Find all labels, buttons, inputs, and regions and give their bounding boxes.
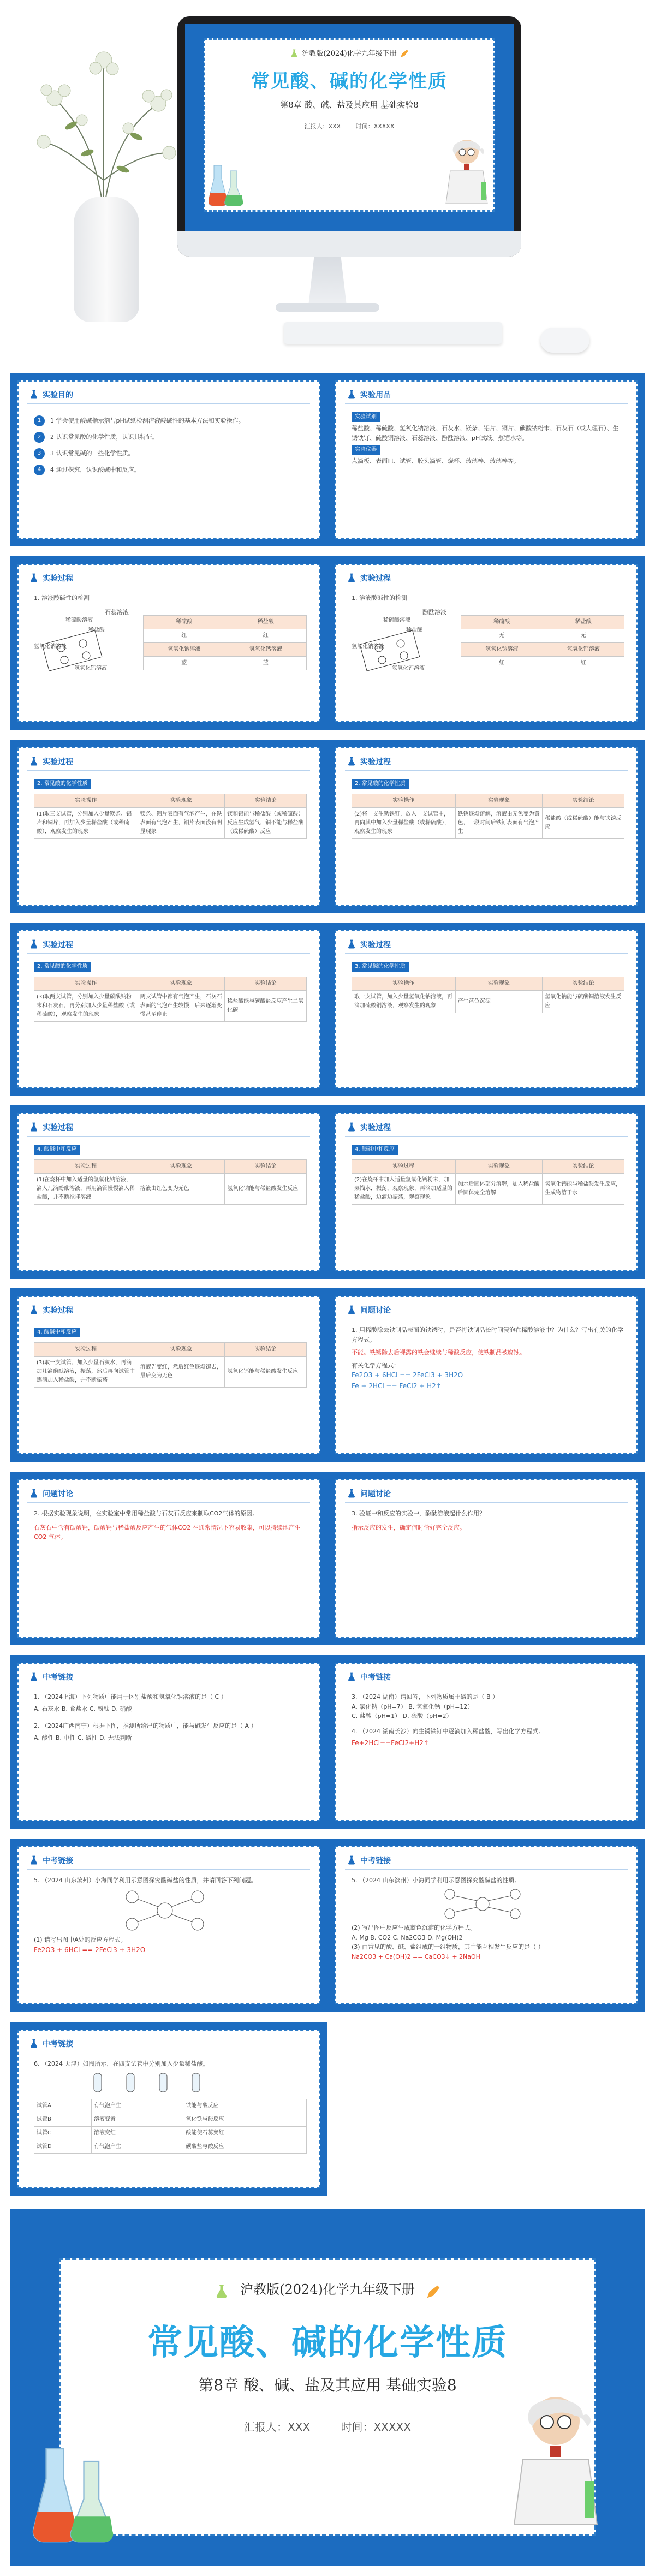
- cover-meta: 汇报人：XXX 时间：XXXXX: [304, 123, 395, 130]
- flask-icon: [28, 756, 39, 767]
- slide-experiment-3: [10, 923, 327, 1096]
- pencil-icon: [425, 2283, 442, 2300]
- flask-icon: [346, 1855, 357, 1866]
- flask-icon: [289, 49, 299, 58]
- step-tag: 4. 酸碱中和反应: [352, 1145, 398, 1155]
- flask-icon: [28, 939, 39, 950]
- scientist-illustration: [442, 133, 491, 209]
- indicator-name: 酚酞溶液: [422, 609, 446, 616]
- exam-line: 1. （2024上海）下列物质中能用于区别盐酸和氢氧化钠溶液的是（ C ）: [34, 1693, 227, 1700]
- scientist-illustration: [507, 2380, 605, 2538]
- slide-experiment-1: [10, 740, 327, 913]
- answer: 不能。铁锈除去后裸露的铁会继续与稀酸反应，使铁制品被腐蚀。: [352, 1349, 526, 1357]
- slide-heading: 中考链接: [43, 1857, 73, 1865]
- slide-heading: 实验过程: [43, 574, 73, 583]
- slide-exam-2: [327, 1655, 645, 1829]
- step-title: 1. 溶液酸碱性的检测: [352, 594, 407, 602]
- reaction-diagram: [433, 1888, 532, 1920]
- slide-heading: 实验过程: [43, 758, 73, 766]
- exam-answer: Na2CO3 + Ca(OH)2 == CaCO3↓ + 2NaOH: [352, 1953, 480, 1960]
- keyboard: [284, 322, 502, 344]
- slide-heading: 实验过程: [360, 758, 391, 766]
- sketch-label: 氢氧化钠溶液: [352, 644, 384, 650]
- cover-title: 常见酸、碱的化学性质: [251, 70, 448, 92]
- cover-chapter: 第8章 酸、碱、盐及其应用 基础实验8: [198, 2376, 457, 2394]
- col-header: 实验过程: [352, 1160, 456, 1174]
- sketch-label: 稀硫酸溶液: [66, 617, 93, 623]
- col-header: 实验现象: [138, 794, 225, 808]
- exam-line: (1) 请写出图中A处的反应方程式。: [34, 1936, 127, 1944]
- slide-cover-final: [10, 2209, 645, 2566]
- tag-reagents: 实验试剂: [352, 412, 380, 422]
- slide-heading: 实验过程: [43, 1306, 73, 1315]
- monitor-screen: [185, 24, 514, 231]
- experiment-table: [352, 794, 624, 839]
- experiment-table: [34, 977, 307, 1022]
- objective-4: 4 通过探究，认识酸碱中和反应。: [50, 466, 140, 474]
- slide-heading: 实验过程: [360, 1123, 391, 1132]
- beakers-icon: [209, 154, 247, 209]
- flask-icon: [28, 2038, 39, 2049]
- step-tag: 2. 常见酸的化学性质: [352, 779, 409, 789]
- cell-operation: (1)在烧杯中加入适量的氢氧化钠溶液，滴入几滴酚酞溶液，再用滴管慢慢滴入稀盐酸，并不断搅拌溶液: [34, 1174, 138, 1205]
- flask-icon: [28, 1855, 39, 1866]
- col-header: 实验结论: [225, 1160, 307, 1174]
- cover-card-small: [204, 38, 495, 212]
- slide-exam-1: [10, 1655, 327, 1829]
- flask-icon: [346, 1488, 357, 1499]
- col-header: 实验现象: [138, 977, 225, 991]
- cell-conclusion: 氢氧化钙能与稀盐酸发生反应，生成物溶于水: [543, 1174, 624, 1205]
- cell-operation: 取一支试管，加入少量氢氧化钠溶液，再滴加硫酸铜溶液，观察发生的现象: [352, 991, 456, 1013]
- test-tubes-diagram: [83, 2070, 225, 2095]
- answer: 石灰石中含有碳酸钙，碳酸钙与稀盐酸反应产生的气体CO2 在通常情况下容易收集，可以持续地产生CO2 气体。: [34, 1524, 301, 1541]
- monitor-chin: [177, 231, 521, 257]
- cover-publisher: 沪教版(2024)化学九年级下册: [240, 2282, 415, 2297]
- slide-heading: 实验目的: [43, 391, 73, 400]
- cover-chapter: 第8章 酸、碱、盐及其应用 基础实验8: [280, 100, 419, 110]
- step-tag: 4. 酸碱中和反应: [34, 1145, 80, 1155]
- experiment-table: [352, 1159, 624, 1205]
- cell-operation: (3)取两支试管，分别加入少量碳酸钠粉末和石灰石，再分别加入少量稀盐酸（或稀硫酸），观察发生的现象: [34, 991, 138, 1022]
- col-header: 实验现象: [455, 977, 543, 991]
- cover-meta: 汇报人：XXX 时间：XXXXX: [244, 2420, 411, 2434]
- slide-indicator-litmus: [10, 556, 327, 730]
- sketch-label: 稀盐酸: [88, 627, 105, 633]
- slide-heading: 实验过程: [43, 941, 73, 949]
- exam-line: 6. （2024 天津）如图所示，在四支试管中分别加入少量稀盐酸。: [34, 2060, 209, 2067]
- slide-discussion-2: [10, 1472, 327, 1645]
- slide-discussion-1: [327, 1288, 645, 1462]
- flask-icon: [346, 1671, 357, 1682]
- sketch-label: 氢氧化钙溶液: [392, 665, 425, 671]
- tag-instruments: 实验仪器: [352, 445, 380, 455]
- slide-experiment-4: [327, 923, 645, 1096]
- col-header: 实验过程: [34, 1343, 138, 1357]
- flask-icon: [28, 1122, 39, 1133]
- indicator-name: 石蕊溶液: [105, 609, 129, 616]
- cell-conclusion: 氢氧化钠能与硫酸铜溶液发生反应: [543, 991, 624, 1013]
- exam-line: 2. （2024广西南宁）根据下图，推测所给出的物质中，能与碱发生反应的是（ A ）: [34, 1722, 257, 1730]
- reagents-text: 稀盐酸、稀硫酸、氢氧化钠溶液、石灰水、镁条、铝片、铜片、碳酸钠粉末、石灰石（或大理石）、生锈铁钉、硫酸铜溶液、石蕊溶液、酚酞溶液、pH试纸、蒸馏水等。: [352, 425, 619, 442]
- exam-line: (2) 写出图中反应生成蓝色沉淀的化学方程式。: [352, 1924, 477, 1932]
- equation-label: 有关化学方程式：: [352, 1361, 400, 1369]
- step-tag: 2. 常见酸的化学性质: [34, 779, 91, 789]
- col-header: 实验过程: [34, 1160, 138, 1174]
- instruments-text: 点滴板、表面皿、试管、胶头滴管、烧杯、玻璃棒、玻璃棒等。: [352, 457, 520, 465]
- equation-2: Fe + 2HCl == FeCl2 + H2↑: [352, 1382, 442, 1390]
- indicator-table: 稀硫酸 稀盐酸 无 无 氢氧化钠溶液 氢氧化钙溶液 红 红: [461, 615, 624, 670]
- flask-icon: [346, 573, 357, 584]
- col-header: 实验现象: [138, 1343, 225, 1357]
- sketch-label: 氢氧化钙溶液: [74, 665, 107, 671]
- flask-icon: [28, 1671, 39, 1682]
- col-header: 实验操作: [34, 977, 138, 991]
- cell-operation: (2)在烧杯中加入适量氢氧化钙粉末，加蒸馏水，振荡，观察现象，再滴加适量的稀盐酸，边滴边振荡，观察现象: [352, 1174, 456, 1205]
- flask-icon: [346, 389, 357, 400]
- cell-conclusion: 镁和铝能与稀盐酸（或稀硫酸）反应生成氢气，铜不能与稀盐酸（或稀硫酸）反应: [225, 808, 307, 839]
- experiment-table: [34, 1342, 307, 1388]
- exam-answer: Fe+2HCl==FeCl2+H2↑: [352, 1739, 429, 1747]
- cover-card-large: [59, 2258, 596, 2536]
- question: 2. 根据实验现象说明，在实验室中常用稀盐酸与石灰石反应来制取CO2气体的原因。: [34, 1510, 259, 1517]
- cell-conclusion: 氢氧化钙能与稀盐酸发生反应: [225, 1357, 307, 1388]
- col-header: 实验操作: [34, 794, 138, 808]
- exam-options: A. 石灰水 B. 食盐水 C. 酚酞 D. 硝酸: [34, 1705, 132, 1712]
- cell-operation: (3)取一支试管，加入少量石灰水，再滴加几滴酚酞溶液，振荡，然后再向试管中逐滴加入稀盐酸，并不断振荡: [34, 1357, 138, 1388]
- indicator-table: 稀硫酸 稀盐酸 红 红 氢氧化钠溶液 氢氧化钙溶液 蓝 蓝: [143, 615, 307, 670]
- col-header: 实验现象: [455, 794, 543, 808]
- cell-observation: 加水后固体部分溶解，加入稀盐酸后固体完全溶解: [455, 1174, 543, 1205]
- question: 1. 用稀酸除去铁制品表面的铁锈时，是否将铁制品长时间浸泡在稀酸溶液中？为什么？写出有关的化学方程式。: [352, 1326, 623, 1343]
- question: 3. 验证中和反应的实验中，酚酞溶液起什么作用？: [352, 1510, 485, 1517]
- slide-heading: 实验过程: [43, 1123, 73, 1132]
- cell-observation: 溶液由红色变为无色: [138, 1174, 225, 1205]
- objective-2: 2 认识常见酸的化学性质，认识其特征。: [50, 433, 158, 441]
- cell-conclusion: 稀盐酸能与碳酸盐反应产生二氧化碳: [225, 991, 307, 1022]
- flask-icon: [346, 1122, 357, 1133]
- exam-line: 4. （2024 湖南长沙）向生锈铁钉中逐滴加入稀盐酸，写出化学方程式。: [352, 1727, 545, 1735]
- cell-operation: (2)将一支生锈铁钉，放入一支试管中，再向其中加入少量稀盐酸（或稀硫酸），观察发生的现象: [352, 808, 456, 839]
- col-header: 实验现象: [455, 1160, 543, 1174]
- slide-heading: 中考链接: [43, 1673, 73, 1682]
- experiment-table: [352, 977, 624, 1013]
- exam-line: 3. （2024 湖南）请回答，下列物质属于碱的是（ B ）: [352, 1693, 499, 1700]
- slide-discussion-3: [327, 1472, 645, 1645]
- cell-conclusion: 氢氧化钠能与稀盐酸发生反应: [225, 1174, 307, 1205]
- flask-icon: [213, 2283, 230, 2300]
- flask-icon: [346, 939, 357, 950]
- vase: [74, 197, 139, 322]
- flask-icon: [28, 573, 39, 584]
- mouse: [540, 328, 590, 353]
- slide-heading: 问题讨论: [360, 1490, 391, 1498]
- col-header: 实验结论: [225, 794, 307, 808]
- step-tag: 2. 常见酸的化学性质: [34, 962, 91, 972]
- cell-observation: 产生蓝色沉淀: [455, 991, 543, 1013]
- slide-exam-3: [10, 1839, 327, 2012]
- exam-table: 试管A 有气泡产生 铁能与酸反应 试管B 溶液变黄 氧化铁与酸反应 试管C 溶液变红 酸能使石蕊变红 试管D 有气泡产生 碳酸盐与酸反应: [34, 2099, 307, 2154]
- step-tag: 4. 酸碱中和反应: [34, 1328, 80, 1337]
- exam-options: A. 氯化钠（pH=7） B. 氢氧化钙（pH=12）: [352, 1703, 474, 1710]
- cell-observation: 镁条、铝片表面有气泡产生，在铁表面有气泡产生，铜片表面没有明显现象: [138, 808, 225, 839]
- cover-publisher: 沪教版(2024)化学九年级下册: [302, 50, 397, 58]
- slide-materials: [327, 373, 645, 546]
- col-header: 实验操作: [352, 977, 456, 991]
- exam-options: C. 盐酸（pH=1） D. 硫酸（pH=2）: [352, 1712, 452, 1720]
- flask-icon: [346, 756, 357, 767]
- sketch-label: 氢氧化钠溶液: [34, 644, 67, 650]
- plant-illustration: [22, 38, 186, 213]
- cell-observation: 两支试管中都有气泡产生，石灰石表面的气泡产生较慢，后来逐渐变慢甚至停止: [138, 991, 225, 1022]
- col-header: 实验结论: [225, 1343, 307, 1357]
- slide-heading: 问题讨论: [360, 1306, 391, 1315]
- exam-options: A. 酸性 B. 中性 C. 碱性 D. 无法判断: [34, 1734, 132, 1741]
- flask-icon: [28, 389, 39, 400]
- sketch-label: 稀盐酸: [406, 627, 422, 633]
- sketch-label: 稀硫酸溶液: [383, 617, 410, 623]
- col-header: 实验结论: [543, 1160, 624, 1174]
- cover-title: 常见酸、碱的化学性质: [147, 2323, 508, 2363]
- col-header: 实验结论: [543, 794, 624, 808]
- col-header: 实验现象: [138, 1160, 225, 1174]
- cell-conclusion: 稀盐酸（或稀硫酸）能与铁锈反应: [543, 808, 624, 839]
- exam-answer: Fe2O3 + 6HCl == 2FeCl3 + 3H2O: [34, 1946, 146, 1954]
- slide-heading: 实验过程: [360, 574, 391, 583]
- step-title: 1. 溶液酸碱性的检测: [34, 594, 90, 602]
- cell-observation: 铁锈逐渐溶解，溶液由无色变为黄色，一段时间后铁钉表面有气泡产生: [455, 808, 543, 839]
- slide-indicator-phenolphthalein: [327, 556, 645, 730]
- slide-experiment-5: [10, 1105, 327, 1279]
- exam-line: 5. （2024 山东滨州）小海同学利用示意图探究酸碱盐的性质，并请回答下列问题。: [34, 1877, 257, 1884]
- exam-line: (3) 由常见的酸、碱、盐组成的一组物质，其中能互相发生反应的是（ ）: [352, 1943, 544, 1951]
- slide-experiment-6: [327, 1105, 645, 1279]
- slide-experiment-2: [327, 740, 645, 913]
- objective-3: 3 认识常见碱的一些化学性质。: [50, 450, 134, 457]
- equation-1: Fe2O3 + 6HCl == 2FeCl3 + 3H2O: [352, 1371, 463, 1379]
- step-tag: 3. 常见碱的化学性质: [352, 962, 409, 972]
- slide-exam-4: [327, 1839, 645, 2012]
- slide-experiment-7: [10, 1288, 327, 1462]
- slide-heading: 实验用品: [360, 391, 391, 400]
- col-header: 实验操作: [352, 794, 456, 808]
- slide-heading: 问题讨论: [43, 1490, 73, 1498]
- flask-icon: [28, 1488, 39, 1499]
- answer: 指示反应的发生，确定何时恰好完全反应。: [352, 1524, 466, 1531]
- slide-objectives: 实验目的 1 1 学会使用酸碱指示剂与pH试纸检测溶液酸碱性的基本方法和实验操作。 2 2 认识常见酸的化学性质，认识其特征。 3 3 认识常见碱的一些化学性质。 4 4 通过探究，认识酸碱中和反应。: [10, 373, 327, 546]
- reaction-diagram: [116, 1889, 214, 1932]
- slide-exam-5: [10, 2022, 327, 2196]
- flask-icon: [28, 1305, 39, 1316]
- exam-options: A. Mg B. CO2 C. Na2CO3 D. Mg(OH)2: [352, 1934, 463, 1941]
- pencil-icon: [400, 49, 409, 58]
- exam-line: 5. （2024 山东滨州）小海同学利用示意图探究酸碱盐的性质。: [352, 1877, 521, 1884]
- slide-heading: 中考链接: [360, 1673, 391, 1682]
- experiment-table: [34, 1159, 307, 1205]
- cell-observation: 溶液先变红，然后红色逐渐褪去，最后变为无色: [138, 1357, 225, 1388]
- col-header: 实验结论: [225, 977, 307, 991]
- monitor: [177, 16, 521, 257]
- slide-heading: 中考链接: [43, 2040, 73, 2049]
- flask-icon: [346, 1305, 357, 1316]
- col-header: 实验结论: [543, 977, 624, 991]
- cell-operation: (1)取三支试管，分别加入少量镁条、铝片和铜片，再加入少量稀盐酸（或稀硫酸），观察发生的现象: [34, 808, 138, 839]
- slide-heading: 实验过程: [360, 941, 391, 949]
- beakers-icon: [28, 2424, 127, 2549]
- hero-mockup: [0, 0, 655, 366]
- monitor-foot: [276, 303, 379, 312]
- objective-1: 1 学会使用酸碱指示剂与pH试纸检测溶液酸碱性的基本方法和实验操作。: [50, 417, 245, 425]
- experiment-table: [34, 794, 307, 839]
- slide-heading: 中考链接: [360, 1857, 391, 1865]
- monitor-neck: [308, 257, 347, 306]
